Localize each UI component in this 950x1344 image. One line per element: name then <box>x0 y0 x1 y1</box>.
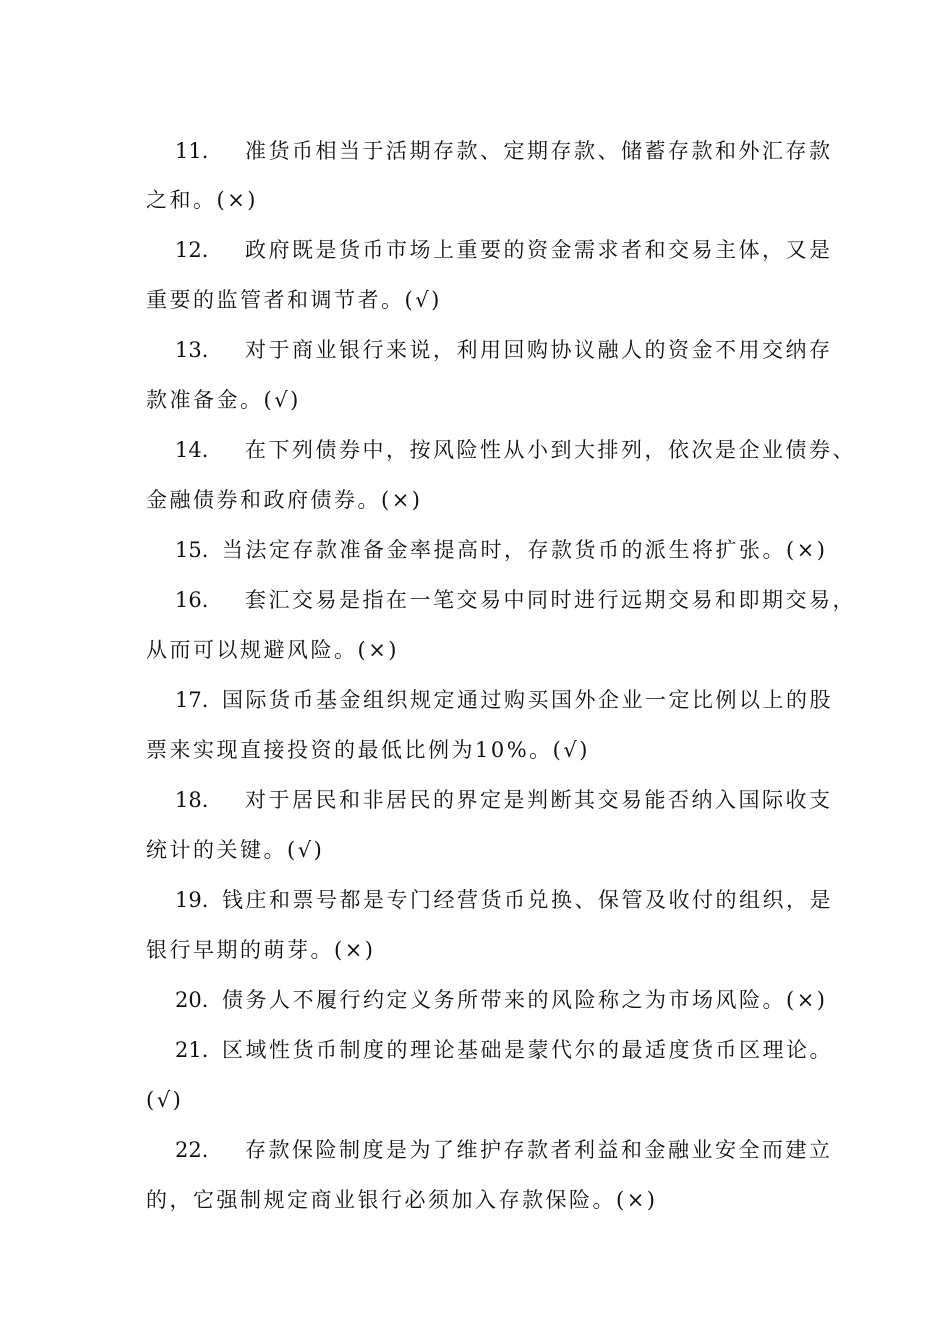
question-text-continued: 统计的关键。(√) <box>146 838 325 862</box>
question-number: 15. <box>175 538 209 562</box>
question-text: 在下列债券中，按风险性从小到大排列，依次是企业债券、 <box>245 438 856 462</box>
question-text-continued: 重要的监管者和调节者。(√) <box>146 288 442 312</box>
question-text-continued: 从而可以规避风险。(×) <box>146 638 399 662</box>
question-text: 对于居民和非居民的界定是判断其交易能否纳入国际收支 <box>245 788 833 812</box>
question-text: 债务人不履行约定义务所带来的风险称之为市场风险。(×) <box>222 988 828 1012</box>
question-number: 11. <box>175 139 209 163</box>
question-number: 19. <box>175 888 209 912</box>
question-text: 准货币相当于活期存款、定期存款、储蓄存款和外汇存款 <box>245 139 833 163</box>
question-text: 套汇交易是指在一笔交易中同时进行远期交易和即期交易， <box>245 588 856 612</box>
question-text: 当法定存款准备金率提高时，存款货币的派生将扩张。(×) <box>222 538 828 562</box>
question-number: 20. <box>175 988 209 1012</box>
question-number: 21. <box>175 1038 209 1062</box>
question-text-continued: 票来实现直接投资的最低比例为10%。(√) <box>146 738 590 762</box>
question-text-continued: 银行早期的萌芽。(×) <box>146 938 376 962</box>
question-text: 钱庄和票号都是专门经营货币兑换、保管及收付的组织，是 <box>222 888 833 912</box>
question-number: 18. <box>175 788 209 812</box>
question-text: 国际货币基金组织规定通过购买国外企业一定比例以上的股 <box>222 688 833 712</box>
question-number: 13. <box>175 338 209 362</box>
question-text-continued: (√) <box>146 1088 184 1112</box>
question-number: 16. <box>175 588 209 612</box>
question-text: 区域性货币制度的理论基础是蒙代尔的最适度货币区理论。 <box>222 1038 833 1062</box>
question-text-continued: 款准备金。(√) <box>146 388 301 412</box>
question-number: 12. <box>175 238 209 262</box>
question-text-continued: 金融债券和政府债券。(×) <box>146 488 423 512</box>
question-text-continued: 之和。(×) <box>146 188 258 212</box>
question-text: 对于商业银行来说，利用回购协议融人的资金不用交纳存 <box>245 338 833 362</box>
question-text: 存款保险制度是为了维护存款者利益和金融业安全而建立 <box>245 1138 833 1162</box>
question-text-continued: 的，它强制规定商业银行必须加入存款保险。(×) <box>146 1188 658 1212</box>
question-number: 17. <box>175 688 209 712</box>
question-number: 22. <box>175 1138 209 1162</box>
question-number: 14. <box>175 438 209 462</box>
question-text: 政府既是货币市场上重要的资金需求者和交易主体，又是 <box>245 238 833 262</box>
